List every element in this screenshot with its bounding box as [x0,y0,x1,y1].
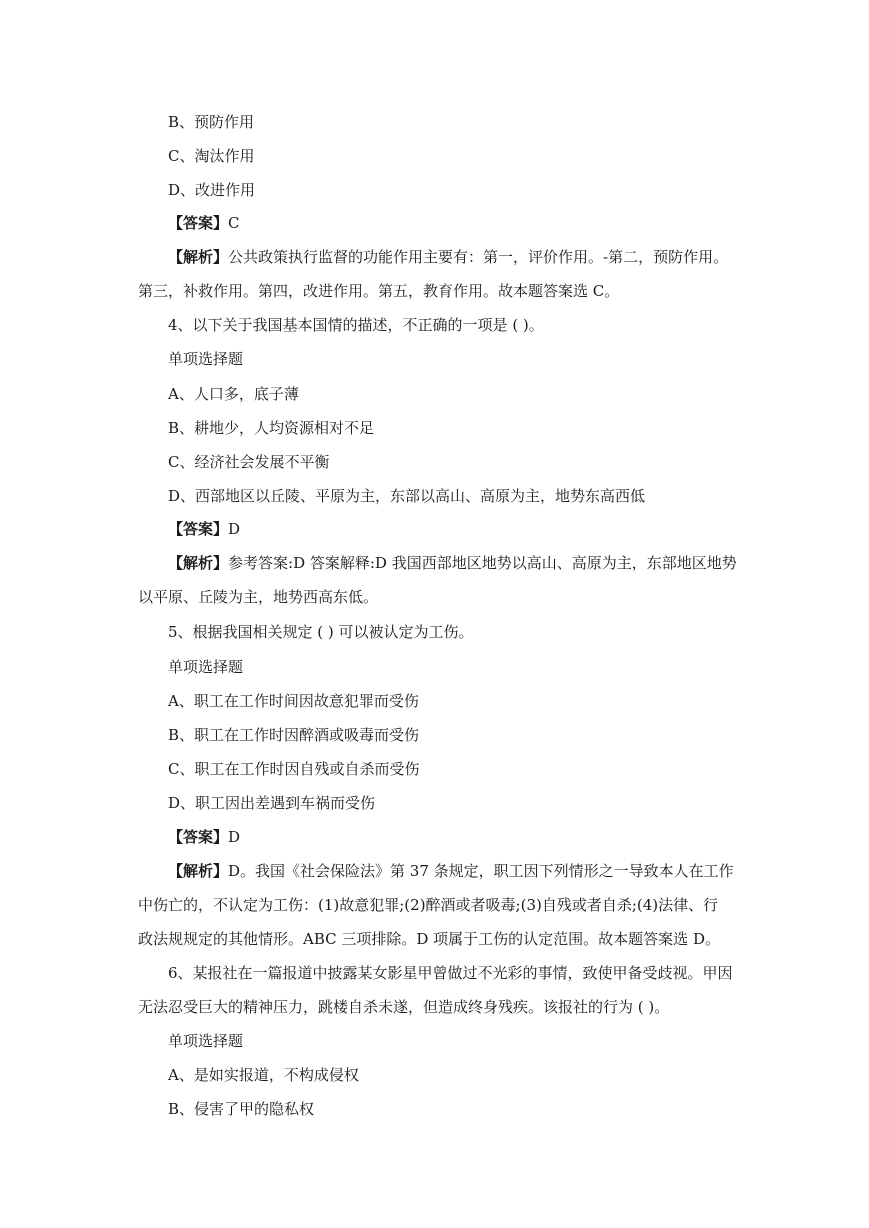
answer-value: D [228,520,241,538]
q4-analysis-line-2: 以平原、丘陵为主，地势西高东低。 [138,588,379,606]
q4-option-c: C、经济社会发展不平衡 [168,453,330,471]
answer-value: D [228,828,241,846]
q5-analysis-line-3: 政法规规定的其他情形。ABC 三项排除。D 项属于工伤的认定范围。故本题答案选 D。 [138,930,720,948]
q6-question-line-1: 6、某报社在一篇报道中披露某女影星甲曾做过不光彩的事情，致使甲备受歧视。甲因 [168,964,733,982]
answer-tag: 【答案】 [168,214,229,232]
answer-tag: 【答案】 [168,520,229,538]
q6-option-b: B、侵害了甲的隐私权 [168,1100,315,1118]
q5-option-b: B、职工在工作时因醉酒或吸毒而受伤 [168,726,420,744]
q4-question: 4、以下关于我国基本国情的描述，不正确的一项是 ( )。 [168,316,544,334]
q6-type: 单项选择题 [168,1032,244,1050]
q5-answer [168,827,788,847]
analysis-text: 参考答案:D 答案解释:D 我国西部地区地势以高山、高原为主，东部地区地势 [228,554,737,572]
q3-analysis-line-1 [168,247,788,267]
q3-answer [168,213,788,233]
q4-option-d: D、西部地区以丘陵、平原为主，东部以高山、高原为主，地势东高西低 [168,487,646,505]
q3-option-b: B、预防作用 [168,113,255,131]
q4-option-b: B、耕地少，人均资源相对不足 [168,419,375,437]
q4-answer [168,519,788,539]
q3-option-c: C、淘汰作用 [168,147,255,165]
q4-analysis-line-1 [168,553,788,573]
q5-type: 单项选择题 [168,658,244,676]
q5-option-c: C、职工在工作时因自残或自杀而受伤 [168,760,420,778]
q4-type: 单项选择题 [168,350,244,368]
answer-value: C [228,214,240,232]
analysis-tag: 【解析】 [168,248,229,266]
q3-option-d: D、改进作用 [168,181,256,199]
analysis-text: D。我国《社会保险法》第 37 条规定，职工因下列情形之一导致本人在工作 [228,862,734,880]
analysis-tag: 【解析】 [168,554,229,572]
q6-option-a: A、是如实报道，不构成侵权 [168,1066,359,1084]
q5-analysis-line-1 [168,861,788,881]
answer-tag: 【答案】 [168,828,229,846]
q5-question: 5、根据我国相关规定 ( ) 可以被认定为工伤。 [168,623,474,641]
analysis-text: 公共政策执行监督的功能作用主要有：第一，评价作用。-第二，预防作用。 [228,248,729,266]
q5-analysis-line-2: 中伤亡的，不认定为工伤：(1)故意犯罪;(2)醉酒或者吸毒;(3)自残或者自杀;(4)法律、行 [138,896,719,914]
q4-option-a: A、人口多，底子薄 [168,385,299,403]
q3-analysis-line-2: 第三，补救作用。第四，改进作用。第五，教育作用。故本题答案选 C。 [138,282,620,300]
q5-option-a: A、职工在工作时间因故意犯罪而受伤 [168,692,419,710]
q5-option-d: D、职工因出差遇到车祸而受伤 [168,794,376,812]
q6-question-line-2: 无法忍受巨大的精神压力，跳楼自杀未遂，但造成终身残疾。该报社的行为 ( )。 [138,998,670,1016]
analysis-tag: 【解析】 [168,862,229,880]
